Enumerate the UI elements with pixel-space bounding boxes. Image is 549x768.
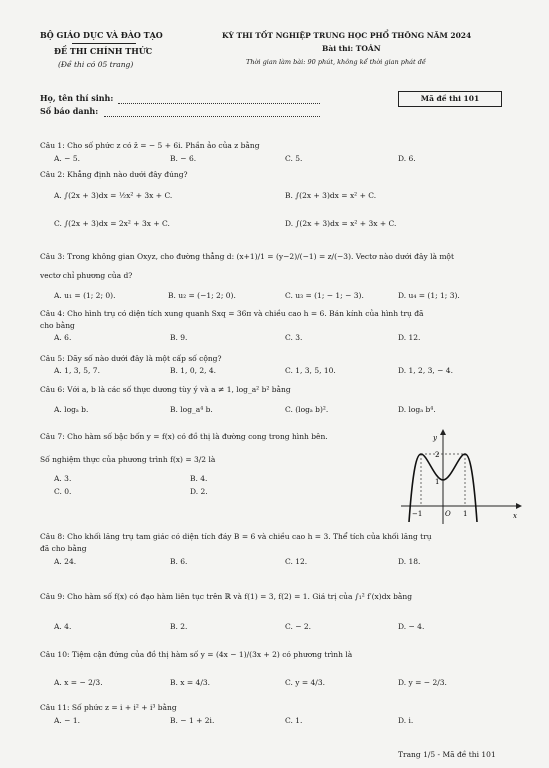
q8-option-d: D. 18.	[398, 557, 421, 566]
function-graph	[395, 426, 525, 526]
q1-option-c: C. 5.	[285, 154, 303, 163]
tick-y2: 2	[435, 451, 440, 459]
q6-option-d: D. logₐ b⁴.	[398, 405, 436, 414]
q3-stem: Câu 3: Trong không gian Oxyz, cho đường thẳng d: (x+1)/1 = (y−2)/(−1) = z/(−3). Vectơ nào dưới đây là một	[40, 252, 454, 261]
q2-option-b: B. ∫(2x + 3)dx = x² + C.	[285, 191, 377, 200]
q4-stem: Câu 4: Cho hình trụ có diện tích xung quanh Sxq = 36π và chiều cao h = 6. Bán kính của hình trụ đã	[40, 309, 424, 318]
subject-label: Bài thi: TOÁN	[322, 44, 381, 53]
tick-xm1: −1	[412, 510, 423, 518]
q3-option-d: D. u₄ = (1; 1; 3).	[398, 291, 460, 300]
q6-option-c: C. (logₐ b)².	[285, 405, 329, 414]
tick-y1: 1	[435, 478, 440, 486]
q7-stem: Câu 7: Cho hàm số bậc bốn y = f(x) có đồ thị là đường cong trong hình bên.	[40, 432, 328, 441]
q11-option-b: B. − 1 + 2i.	[170, 716, 215, 725]
time-note: Thời gian làm bài: 90 phút, không kể thời gian phát đề	[246, 58, 426, 66]
q3-option-b: B. u₂ = (−1; 2; 0).	[168, 291, 236, 300]
official-label: ĐỀ THI CHÍNH THỨC	[54, 46, 153, 56]
q7-option-c: C. 0.	[54, 487, 72, 496]
q1-option-d: D. 6.	[398, 154, 416, 163]
q7-stem-cont: Số nghiệm thực của phương trình f(x) = 3/2 là	[40, 455, 216, 464]
page-footer: Trang 1/5 - Mã đề thi 101	[398, 750, 496, 759]
q10-option-c: C. y = 4/3.	[285, 678, 325, 687]
exam-code-box	[398, 91, 502, 107]
q11-option-c: C. 1.	[285, 716, 303, 725]
candidate-id-label: Số báo danh:	[40, 106, 99, 116]
q10-option-d: D. y = − 2/3.	[398, 678, 447, 687]
q1-stem: Câu 1: Cho số phức z có z̄ = − 5 + 6i. Phần ảo của z bằng	[40, 141, 260, 150]
q11-option-a: A. − 1.	[54, 716, 81, 725]
q6-stem: Câu 6: Với a, b là các số thực dương tùy ý và a ≠ 1, log_a² b² bằng	[40, 385, 291, 394]
q9-option-c: C. − 2.	[285, 622, 312, 631]
ministry-name: BỘ GIÁO DỤC VÀ ĐÀO TẠO	[40, 30, 163, 40]
q3-option-a: A. u₁ = (1; 2; 0).	[54, 291, 116, 300]
exam-title: KỲ THI TỐT NGHIỆP TRUNG HỌC PHỔ THÔNG NĂM 2024	[222, 31, 472, 40]
header-underline-left	[72, 43, 136, 44]
q11-stem: Câu 11: Số phức z = i + i² + i³ bằng	[40, 703, 177, 712]
q4-option-b: B. 9.	[170, 333, 188, 342]
y-axis-label: y	[433, 434, 437, 442]
q8-stem: Câu 8: Cho khối lăng trụ tam giác có diện tích đáy B = 6 và chiều cao h = 3. Thể tích của khối lăng trụ	[40, 532, 432, 541]
q9-option-b: B. 2.	[170, 622, 188, 631]
q5-stem: Câu 5: Dãy số nào dưới đây là một cấp số cộng?	[40, 354, 222, 363]
q9-stem: Câu 9: Cho hàm số f(x) có đạo hàm liên tục trên ℝ và f(1) = 3, f(2) = 1. Giá trị của ∫₁² f′(x)dx bằng	[40, 592, 413, 601]
x-axis-label: x	[513, 512, 517, 520]
q5-option-c: C. 1, 3, 5, 10.	[285, 366, 336, 375]
q2-option-c: C. ∫(2x + 3)dx = 2x² + 3x + C.	[54, 219, 170, 228]
q2-option-d: D. ∫(2x + 3)dx = x² + 3x + C.	[285, 219, 397, 228]
q10-option-b: B. x = 4/3.	[170, 678, 211, 687]
q3-stem-cont: vectơ chỉ phương của d?	[40, 271, 133, 280]
q2-stem: Câu 2: Khẳng định nào dưới đây đúng?	[40, 170, 188, 179]
q5-option-a: A. 1, 3, 5, 7.	[54, 366, 100, 375]
q8-stem-cont: đã cho bằng	[40, 544, 87, 553]
candidate-id-field[interactable]	[104, 116, 320, 117]
q8-option-a: A. 24.	[54, 557, 77, 566]
q7-option-d: D. 2.	[190, 487, 208, 496]
q5-option-d: D. 1, 2, 3, − 4.	[398, 366, 453, 375]
exam-code: Mã đề thi 101	[420, 94, 480, 103]
q4-option-d: D. 12.	[398, 333, 421, 342]
q9-option-d: D. − 4.	[398, 622, 425, 631]
q4-stem-cont: cho bằng	[40, 321, 75, 330]
q6-option-a: A. logₐ b.	[54, 405, 89, 414]
q10-stem: Câu 10: Tiệm cận đứng của đồ thị hàm số y = (4x − 1)/(3x + 2) có phương trình là	[40, 650, 353, 659]
pages-note: (Đề thi có 05 trang)	[58, 60, 134, 69]
q4-option-c: C. 3.	[285, 333, 303, 342]
q8-option-c: C. 12.	[285, 557, 308, 566]
q6-option-b: B. log_a⁴ b.	[170, 405, 213, 414]
q1-option-a: A. − 5.	[54, 154, 81, 163]
q7-option-a: A. 3.	[54, 474, 72, 483]
tick-x1: 1	[463, 510, 468, 518]
q4-option-a: A. 6.	[54, 333, 72, 342]
q8-option-b: B. 6.	[170, 557, 188, 566]
q10-option-a: A. x = − 2/3.	[54, 678, 103, 687]
candidate-name-label: Họ, tên thí sinh:	[40, 93, 114, 103]
q3-option-c: C. u₃ = (1; − 1; − 3).	[285, 291, 364, 300]
q9-option-a: A. 4.	[54, 622, 72, 631]
q11-option-d: D. i.	[398, 716, 414, 725]
q5-option-b: B. 1, 0, 2, 4.	[170, 366, 217, 375]
q7-option-b: B. 4.	[190, 474, 208, 483]
origin-label: O	[445, 510, 451, 518]
candidate-name-field[interactable]	[118, 103, 320, 104]
q1-option-b: B. − 6.	[170, 154, 197, 163]
q2-option-a: A. ∫(2x + 3)dx = ½x² + 3x + C.	[54, 191, 173, 200]
